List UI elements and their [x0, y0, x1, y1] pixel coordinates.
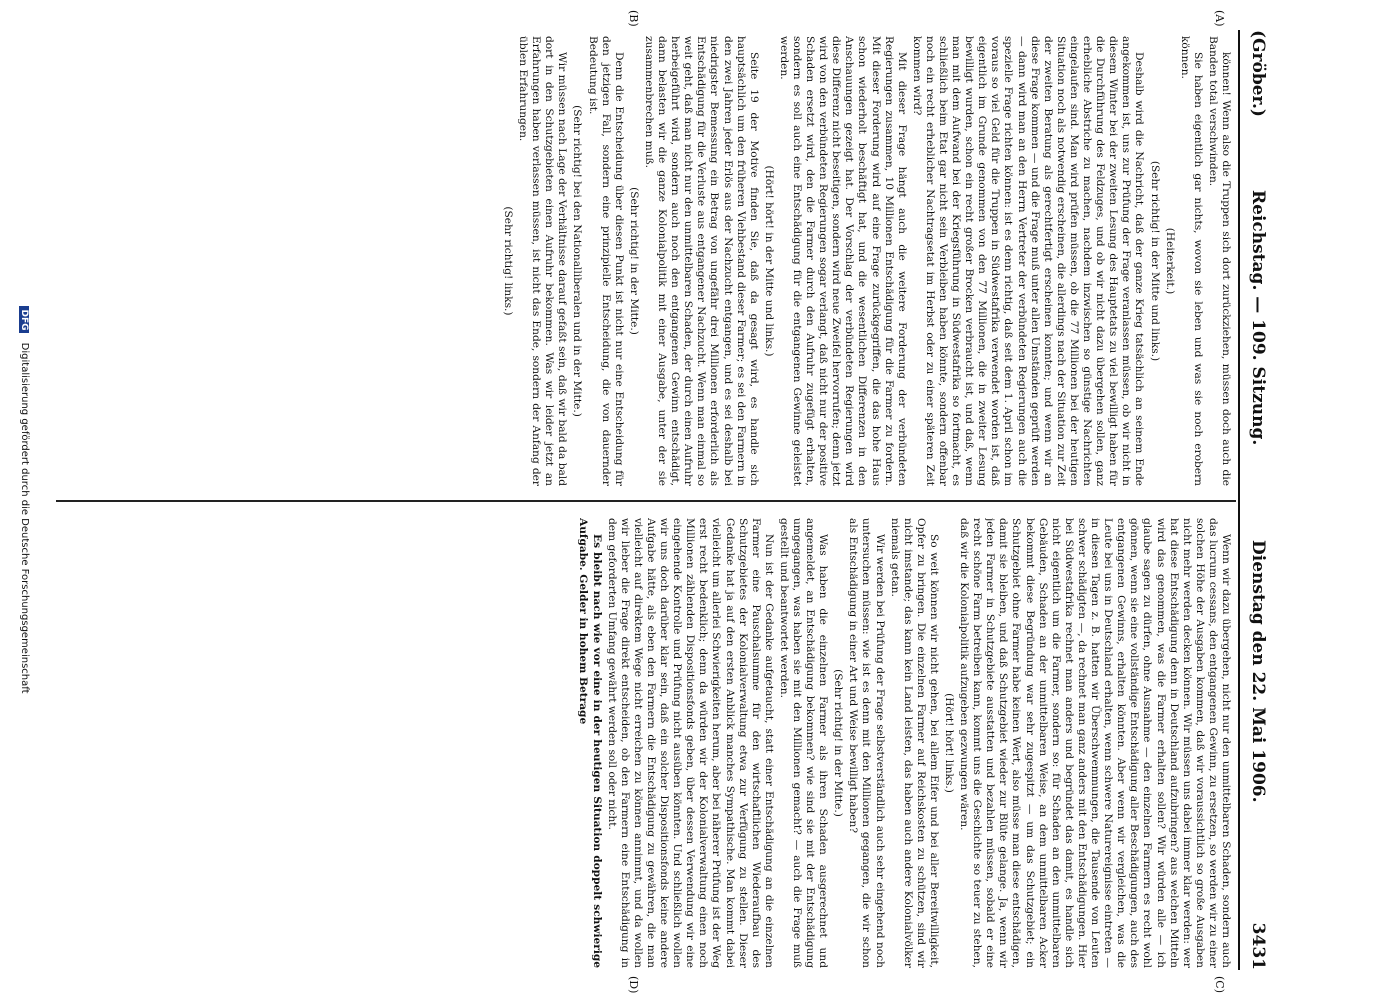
interjection: (Sehr richtig! in der Mitte und links.): [1148, 160, 1161, 362]
left-text-column: [62, 36, 1232, 486]
interjection: (Sehr richtig! bei den Nationalliberalen und in der Mitte.): [571, 105, 584, 417]
paragraph: So weit können wir nicht gehen, bei allem Eifer und bei aller Bereitwilligkeit, Opfer zu bringen. Die einzelnen Farmer auf Reichskosten zu schützen, sind wir nicht imstande; das kann kein Land leisten, das haben auch andere Kolonialvölker niemals getan.: [888, 518, 940, 968]
paragraph: Wir müssen nach Lage der Verhältnisse darauf gefaßt sein, daß wir bald da bald dort in den Schutzgebieten einen Aufruhr bekommen. Was wir leider jetzt an Erfahrungen haben verlassen müssen, ist nicht das Ende, sondern der Anfang der üblen Erfahrungen.: [517, 36, 569, 486]
digitization-credit: [19, 0, 30, 1000]
header-rule: [1238, 30, 1240, 970]
paragraph: Seite 19 der Motive finden Sie, daß da gesagt wird, es handle sich hauptsächlich um den früheren Viehbestand dieser Farmer; es sei den Farmern in den zwei Jahren jeder Erlös aus der Nachzucht entgangen, und es sei deshalb bei niedrigster Bemessung ein Betrag von ungefähr drei Millionen erforderlich als Entschädigung für die Verluste aus entgangener Nachzucht. Wenn man einmal so weit geht, daß man nicht nur den unmittelbaren Schaden, der durch einen Aufruhr herbeigeführt wird, sondern auch noch den entgangenen Gewinn entschädigt, dann belasten wir die ganze Kolonialpolitik mit einer Ausgabe, unter der sie zusammenbrechen muß.: [642, 36, 760, 486]
paragraph: Wir werden bei Prüfung der Frage selbstverständlich auch sehr eingehend noch untersuchen müssen: wie ist es denn mit den Millionen gegangen, die wir schon als Entschädigung in einer Art und Weise bewilligt haben?: [847, 518, 886, 968]
interjection: (Hört! hört! links.): [943, 693, 956, 793]
page-header: [1242, 30, 1270, 970]
interjection: (Hört! hört! in der Mitte und links.): [762, 165, 775, 357]
paragraph: Nun ist der Gedanke aufgetaucht, statt einer Entschädigung an die einzelnen Farmer eine Pauschalsumme für den wirtschaftlichen Wiederaufbau des Schutzgebietes der Kolonialverwaltung etwa zur Verfügung zu stellen. Dieser Gedanke hat ja auf den ersten Anblick manches Sympathische. Man kommt dabei vielleicht um allerlei Schwierigkeiten herum, aber bei näherer Prüfung ist der Weg erst recht bedenklich; denn da würden wir der Kolonialverwaltung einen noch Millionen zählenden Dispositionsfonds geben, über dessen Verwendung wir eine eingehende Kontrolle und Prüfung nicht ausüben könnten. Und schließlich wollen wir uns doch darüber klar sein, daß ein solcher Dispositionsfonds keine andere Aufgabe hätte, als eben den Farmern die Entschädigung zu gewähren, die man vielleicht auf direktem Wege nicht erreichen zu können annimmt, und da wollen wir lieber die Frage direkt entscheiden, ob den Farmern eine Entschädigung in dem geforderten Umfang gewährt werden soll oder nicht.: [605, 518, 775, 968]
speaker-name: (Gröber.): [1248, 30, 1268, 117]
margin-mark-d: (D): [627, 976, 640, 994]
paragraph: Was haben die einzelnen Farmer als ihren Schaden ausgerechnet und angemeldet, an Entschädigung bekommen? wie sind sie mit der Entschädigung umgegangen, was haben sie mit den Millionen gemacht? — auch die Frage muß gestellt und beantwortet werden.: [777, 518, 830, 968]
dfg-logo: DFG: [19, 306, 29, 333]
page-title: Reichstag. — 109. Sitzung.: [1248, 190, 1268, 446]
paragraph: können! Wenn also die Truppen sich dort zurückziehen, müssen doch auch die Banden total verschwinden.: [1206, 36, 1232, 486]
paragraph: Es bleibt nach wie vor eine in der heutigen Situation doppelt schwierige Aufgabe. Gelder in hohem Betrage: [577, 518, 603, 968]
interjection: (Heiterkeit.): [1163, 227, 1176, 295]
session-date: Dienstag den 22. Mai 1906.: [1248, 540, 1268, 803]
right-text-column: [62, 518, 1232, 968]
margin-mark-b: (B): [627, 10, 640, 27]
margin-mark-c: (C): [1213, 976, 1226, 993]
credit-text: Digitalisierung gefördert durch die Deutsche Forschungsgemeinschaft: [19, 342, 30, 694]
paragraph: Deshalb wird die Nachricht, daß der ganze Krieg tatsächlich an seinem Ende angekommen ist, uns zur Prüfung der Frage veranlassen müssen, ob wir nicht in diesem Winter bei der zweiten Lesung des Hauptetats zu viel bewilligt haben für die Durchführung des Feldzuges, und ob wir nicht dazu übergehen sollen, ganz erhebliche Abstriche zu machen, nachdem inzwischen so günstige Nachrichten eingelaufen sind. Man wird prüfen müssen, ob die 77 Millionen bei der heutigen Situation noch als notwendig erscheinen, die allerdings nach der Situation zur Zeit der zweiten Beratung als gerechtfertigt erscheinen konnten; und wenn wir an diese Frage kommen — und die Frage muß unter allen Umständen geprüft werden — dann wird man an den Herrn Vertreter der verbündeten Regierungen auch die spezielle Frage richten können: ist es denn richtig, daß seit dem 1. April schon im voraus so viel Geld für die Truppen in Südwestafrika verwendet worden ist, daß eigentlich im Grunde genommen von den 77 Millionen, die in zweiter Lesung bewilligt wurden, schon ein recht großer Brocken verbraucht ist, und daß, wenn man mit dem Aufwand bei der Kriegsführung in Südwestafrika so fortmacht, es schließlich beim Etat gar nicht sein Verbleiben haben könnte, sondern offenbar noch ein recht erheblicher Nachtragsetat im Herbst oder zu einer späteren Zeit kommen wird?: [910, 36, 1146, 486]
interjection: (Sehr richtig! in der Mitte.): [832, 669, 845, 817]
paragraph: Sie haben eigentlich gar nichts, wovon sie leben und was sie noch erobern können.: [1178, 36, 1204, 486]
interjection: (Sehr richtig! in der Mitte.): [627, 187, 640, 335]
column-divider: [56, 500, 1236, 502]
paragraph: Mit dieser Frage hängt auch die weitere Forderung der verbündeten Regierungen zusammen, 10 Millionen Entschädigung für die Farmer zu fordern. Mit dieser Forderung wird auf eine Frage zurückgegriffen, die das hohe Haus schon wiederholt beschäftigt hat, und die wesentlichen Differenzen in den Anschauungen gezeigt hat. Der Vorschlag der verbündeten Regierungen wird diese Differenz nicht beseitigen, sondern wird neue Zweifel hervorrufen; denn jetzt wird von den verbündeten Regierungen sogar verlangt, daß nicht nur der positive Schaden ersetzt wird, den die Farmer durch den Aufruhr zugefügt erhalten, sondern es soll auch eine Entschädigung für die entgangenen Gewinne geleistet werden.: [777, 36, 908, 486]
interjection: (Sehr richtig! links.): [502, 206, 515, 316]
margin-mark-a: (A): [1213, 10, 1226, 27]
paragraph: Wenn wir dazu übergehen, nicht nur den unmittelbaren Schaden, sondern auch das lucrum cessans, den entgangenen Gewinn, zu ersetzen, so werden wir zu einer solchen Höhe der Ausgaben kommen, daß wir voraussichtlich so große Ausgaben nicht mehr werden decken können. Wir müssen uns dabei immer klar werden: wer hat diese Entschädigung denn in Deutschland aufzubringen? aus welchen Mitteln wird das genommen, was die Farmer erhalten sollen? Wir würden alle — ich glaube sagen zu dürfen, ohne Ausnahme — den einzelnen Farmern es recht wohl gönnen, wenn sie eine vollständige Entschädigung aller Beschädigungen, auch des entgangenen Gewinns, erhalten könnten. Aber wenn wir vergleichen, was die Leute bei uns in Deutschland erhalten, wenn schwere Naturereignisse eintreten — in diesen Tagen z. B. hatten wir Überschwemmungen, die Tausende von Leuten schwer schädigten —, da rechnet man ganz anders mit den Entschädigungen. Hier bei Südwestafrika rechnet man anders und begründet das damit, es handle sich nicht eigentlich um die Farmer, sondern so: für Schaden an den unmittelbaren Gebäuden, Schaden an der unmittelbaren Weise, an dem unmittelbaren Acker bekommt diese Begründung war sehr zugespitzt — um das Schutzgebiet; ein Schutzgebiet ohne Farmer habe keinen Wert, also müsse man diese entschädigen, damit sie bleiben, und daß Schutzgebiet wieder zur Blüte gelange. Ja, wenn wir jeden Farmer in Schutzgebiete ausstatten und bezahlen müssen, sobald er eine recht schöne Farm betreiben kann, kommt uns die Geschichte so teuer zu stehen, daß wir die Kolonialpolitik aufzugeben gezwungen wären.: [958, 518, 1232, 968]
paragraph: Denn die Entscheidung über diesen Punkt ist nicht nur eine Entscheidung für den jetzigen Fall, sondern eine prinzipielle Entscheidung, die von dauernder Bedeutung ist.: [586, 36, 625, 486]
page-number: 3431: [1248, 922, 1268, 970]
